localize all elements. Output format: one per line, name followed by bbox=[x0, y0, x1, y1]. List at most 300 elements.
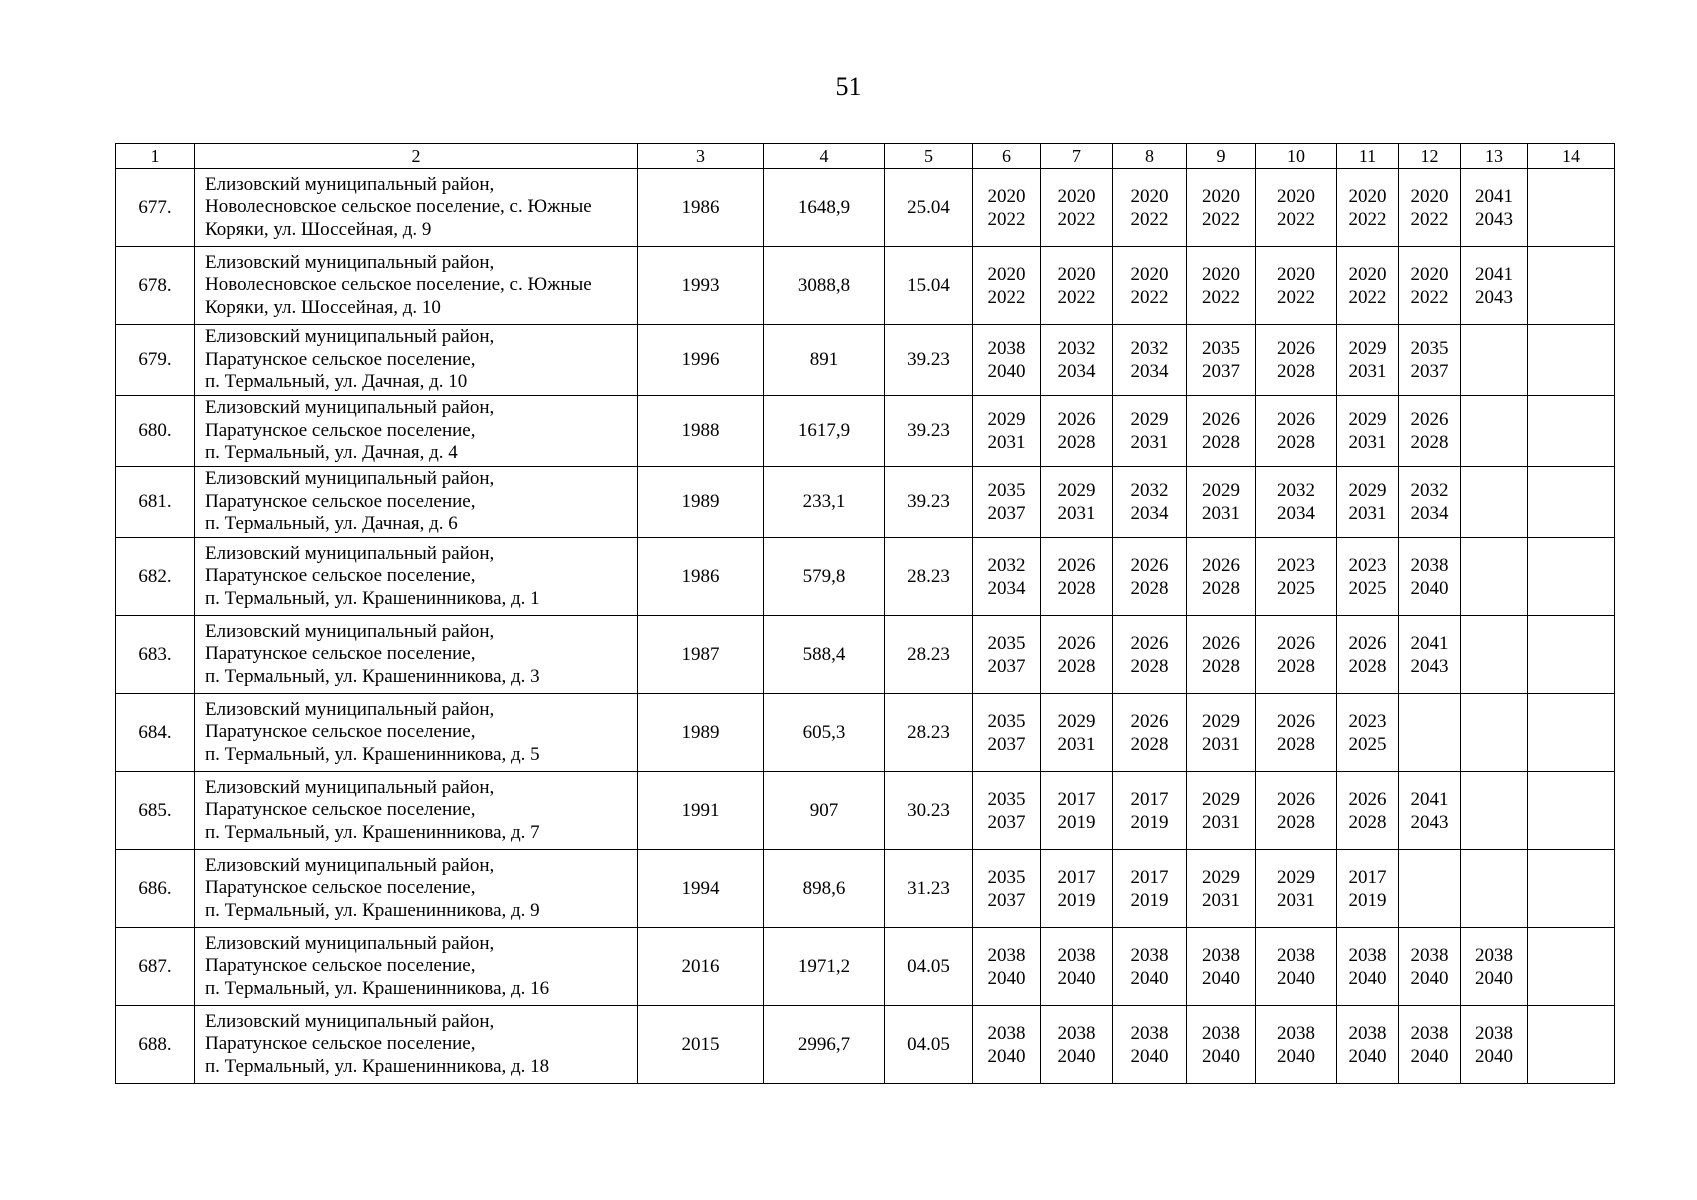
period-start-year: 2026 bbox=[1130, 632, 1169, 654]
period-cell bbox=[1528, 616, 1615, 694]
period-end-year: 2025 bbox=[1277, 577, 1315, 599]
period-end-year: 2022 bbox=[1202, 286, 1240, 308]
period-end-year: 2028 bbox=[1057, 655, 1096, 677]
period-end-year: 2040 bbox=[1202, 1045, 1240, 1067]
period-start-year: 2038 bbox=[1277, 944, 1315, 966]
period-cell bbox=[1528, 1006, 1615, 1084]
address-line: Паратунское сельское поселение, bbox=[205, 799, 476, 821]
address-line: п. Термальный, ул. Крашенинникова, д. 5 bbox=[205, 743, 540, 765]
column-header: 2 bbox=[195, 144, 638, 169]
period-cell bbox=[1256, 772, 1337, 850]
period-cell bbox=[973, 616, 1041, 694]
year-built-cell: 1988 bbox=[638, 396, 764, 467]
table-row bbox=[116, 616, 1615, 694]
period-start-year: 2020 bbox=[987, 263, 1026, 285]
period-start-year: 2026 bbox=[1202, 632, 1240, 654]
column-header: 14 bbox=[1528, 144, 1615, 169]
period-start-year: 2017 bbox=[1057, 866, 1096, 888]
period-cell bbox=[1113, 850, 1187, 928]
area-cell: 1971,2 bbox=[764, 928, 885, 1006]
address-line: Паратунское сельское поселение, bbox=[205, 955, 476, 977]
address-line: Елизовский муниципальный район, bbox=[205, 854, 495, 876]
period-start-year: 2038 bbox=[1410, 944, 1449, 966]
period-start-year: 2020 bbox=[1277, 185, 1315, 207]
period-cell bbox=[1337, 538, 1399, 616]
period-cell bbox=[1399, 467, 1461, 538]
period-cell bbox=[1256, 169, 1337, 247]
period-start-year: 2041 bbox=[1410, 788, 1449, 810]
area-cell: 588,4 bbox=[764, 616, 885, 694]
column-header: 13 bbox=[1461, 144, 1528, 169]
period-cell bbox=[1399, 850, 1461, 928]
period-start-year: 2038 bbox=[1410, 554, 1449, 576]
address-line: Паратунское сельское поселение, bbox=[205, 721, 476, 743]
address-cell bbox=[195, 325, 638, 396]
period-cell bbox=[973, 467, 1041, 538]
period-end-year: 2031 bbox=[1348, 503, 1387, 524]
address-line: Новолесновское сельское поселение, с. Южные bbox=[205, 196, 592, 218]
period-end-year: 2037 bbox=[987, 889, 1026, 911]
year-built-cell: 1986 bbox=[638, 538, 764, 616]
period-cell bbox=[973, 169, 1041, 247]
period-cell bbox=[1041, 772, 1113, 850]
area-cell: 907 bbox=[764, 772, 885, 850]
address-cell bbox=[195, 928, 638, 1006]
row-number-cell: 681. bbox=[116, 467, 195, 538]
period-cell bbox=[1399, 928, 1461, 1006]
period-start-year: 2032 bbox=[1130, 480, 1169, 501]
period-cell bbox=[1113, 538, 1187, 616]
period-end-year: 2022 bbox=[1277, 208, 1315, 230]
period-end-year: 2028 bbox=[1202, 577, 1240, 599]
period-start-year: 2038 bbox=[1348, 944, 1387, 966]
period-end-year: 2043 bbox=[1475, 208, 1513, 230]
period-start-year: 2020 bbox=[1348, 263, 1387, 285]
area-cell: 898,6 bbox=[764, 850, 885, 928]
period-end-year: 2028 bbox=[1202, 432, 1240, 453]
period-start-year: 2029 bbox=[1202, 866, 1240, 888]
period-start-year: 2026 bbox=[1277, 632, 1315, 654]
period-start-year: 2023 bbox=[1277, 554, 1315, 576]
period-end-year: 2031 bbox=[1202, 811, 1240, 833]
table-row bbox=[116, 325, 1615, 396]
period-cell bbox=[1399, 538, 1461, 616]
period-cell bbox=[1528, 538, 1615, 616]
area-cell: 233,1 bbox=[764, 467, 885, 538]
period-cell bbox=[1113, 694, 1187, 772]
table-row bbox=[116, 247, 1615, 325]
period-start-year: 2035 bbox=[1410, 338, 1449, 359]
period-cell bbox=[1337, 396, 1399, 467]
period-end-year: 2031 bbox=[1348, 432, 1387, 453]
period-start-year: 2038 bbox=[1202, 1022, 1240, 1044]
period-cell bbox=[1187, 325, 1256, 396]
address-line: Елизовский муниципальный район, bbox=[205, 397, 495, 419]
column-header: 12 bbox=[1399, 144, 1461, 169]
period-end-year: 2040 bbox=[987, 967, 1026, 989]
period-end-year: 2040 bbox=[1277, 1045, 1315, 1067]
period-end-year: 2034 bbox=[1130, 361, 1169, 382]
period-cell bbox=[1256, 538, 1337, 616]
period-start-year: 2020 bbox=[987, 185, 1026, 207]
period-cell bbox=[1399, 616, 1461, 694]
period-cell bbox=[1399, 396, 1461, 467]
address-line: Паратунское сельское поселение, bbox=[205, 877, 476, 899]
address-line: Паратунское сельское поселение, bbox=[205, 643, 476, 665]
period-end-year: 2037 bbox=[987, 503, 1026, 524]
period-cell bbox=[1187, 467, 1256, 538]
period-cell bbox=[1461, 247, 1528, 325]
period-cell bbox=[1256, 928, 1337, 1006]
period-end-year: 2040 bbox=[1410, 967, 1449, 989]
period-start-year: 2038 bbox=[1475, 1022, 1513, 1044]
period-end-year: 2040 bbox=[1348, 1045, 1387, 1067]
period-end-year: 2040 bbox=[1057, 1045, 1096, 1067]
period-cell bbox=[1399, 772, 1461, 850]
column-header: 6 bbox=[973, 144, 1041, 169]
period-cell bbox=[1113, 396, 1187, 467]
period-cell bbox=[1337, 772, 1399, 850]
period-start-year: 2038 bbox=[987, 944, 1026, 966]
address-line: Елизовский муниципальный район, bbox=[205, 468, 495, 490]
period-end-year: 2022 bbox=[987, 208, 1026, 230]
period-end-year: 2019 bbox=[1057, 811, 1096, 833]
period-cell bbox=[1461, 325, 1528, 396]
area-cell: 1617,9 bbox=[764, 396, 885, 467]
period-start-year: 2038 bbox=[1057, 944, 1096, 966]
period-end-year: 2028 bbox=[1277, 432, 1315, 453]
address-line: Паратунское сельское поселение, bbox=[205, 1033, 476, 1055]
year-built-cell: 2015 bbox=[638, 1006, 764, 1084]
period-start-year: 2023 bbox=[1348, 710, 1387, 732]
period-cell bbox=[1461, 694, 1528, 772]
period-end-year: 2028 bbox=[1348, 811, 1387, 833]
table-row bbox=[116, 928, 1615, 1006]
period-cell bbox=[1256, 396, 1337, 467]
period-end-year: 2040 bbox=[1130, 967, 1169, 989]
period-cell bbox=[1187, 772, 1256, 850]
period-cell bbox=[1041, 169, 1113, 247]
address-line: Паратунское сельское поселение, bbox=[205, 419, 476, 441]
period-start-year: 2038 bbox=[1410, 1022, 1449, 1044]
period-cell bbox=[1187, 616, 1256, 694]
period-cell bbox=[1113, 928, 1187, 1006]
period-cell bbox=[973, 850, 1041, 928]
period-cell bbox=[1256, 247, 1337, 325]
period-start-year: 2026 bbox=[1057, 554, 1096, 576]
period-cell bbox=[1256, 325, 1337, 396]
period-cell bbox=[1399, 1006, 1461, 1084]
address-line: п. Термальный, ул. Дачная, д. 6 bbox=[205, 513, 458, 535]
year-built-cell: 1989 bbox=[638, 467, 764, 538]
period-cell bbox=[1041, 247, 1113, 325]
period-start-year: 2020 bbox=[1410, 185, 1449, 207]
period-end-year: 2031 bbox=[1202, 733, 1240, 755]
column-header: 5 bbox=[885, 144, 973, 169]
address-cell bbox=[195, 616, 638, 694]
address-line: п. Термальный, ул. Дачная, д. 10 bbox=[205, 371, 468, 393]
table-body bbox=[116, 169, 1615, 1084]
code-cell: 04.05 bbox=[885, 928, 973, 1006]
code-cell: 39.23 bbox=[885, 467, 973, 538]
period-start-year: 2017 bbox=[1348, 866, 1387, 888]
period-cell bbox=[973, 1006, 1041, 1084]
period-start-year: 2038 bbox=[1348, 1022, 1387, 1044]
address-line: Елизовский муниципальный район, bbox=[205, 326, 495, 348]
period-end-year: 2019 bbox=[1057, 889, 1096, 911]
period-start-year: 2029 bbox=[1202, 788, 1240, 810]
area-cell: 579,8 bbox=[764, 538, 885, 616]
period-start-year: 2026 bbox=[1277, 788, 1315, 810]
column-header: 11 bbox=[1337, 144, 1399, 169]
period-start-year: 2029 bbox=[1202, 710, 1240, 732]
period-end-year: 2040 bbox=[987, 1045, 1026, 1067]
period-start-year: 2017 bbox=[1130, 788, 1169, 810]
row-number-cell: 683. bbox=[116, 616, 195, 694]
period-start-year: 2029 bbox=[1277, 866, 1315, 888]
period-start-year: 2029 bbox=[1202, 480, 1240, 501]
period-end-year: 2040 bbox=[987, 361, 1026, 382]
period-start-year: 2020 bbox=[1277, 263, 1315, 285]
period-cell bbox=[1256, 1006, 1337, 1084]
period-cell bbox=[1399, 325, 1461, 396]
period-start-year: 2038 bbox=[987, 1022, 1026, 1044]
year-built-cell: 1989 bbox=[638, 694, 764, 772]
period-cell bbox=[1256, 467, 1337, 538]
period-start-year: 2029 bbox=[1348, 480, 1387, 501]
period-end-year: 2022 bbox=[1410, 208, 1449, 230]
code-cell: 39.23 bbox=[885, 325, 973, 396]
period-cell bbox=[1528, 928, 1615, 1006]
period-end-year: 2034 bbox=[1410, 503, 1449, 524]
area-cell: 605,3 bbox=[764, 694, 885, 772]
period-start-year: 2017 bbox=[1130, 866, 1169, 888]
period-end-year: 2040 bbox=[1410, 577, 1449, 599]
period-cell bbox=[1041, 467, 1113, 538]
period-start-year: 2038 bbox=[1130, 1022, 1169, 1044]
period-end-year: 2019 bbox=[1130, 889, 1169, 911]
period-start-year: 2035 bbox=[987, 632, 1026, 654]
period-cell bbox=[1337, 1006, 1399, 1084]
period-start-year: 2038 bbox=[1057, 1022, 1096, 1044]
period-start-year: 2020 bbox=[1202, 185, 1240, 207]
period-start-year: 2038 bbox=[987, 338, 1026, 359]
header-row bbox=[116, 144, 1615, 169]
period-start-year: 2032 bbox=[1410, 480, 1449, 501]
period-end-year: 2022 bbox=[1130, 286, 1169, 308]
address-line: п. Термальный, ул. Крашенинникова, д. 18 bbox=[205, 1055, 550, 1077]
period-cell bbox=[1337, 928, 1399, 1006]
area-cell: 1648,9 bbox=[764, 169, 885, 247]
address-line: Паратунское сельское поселение, bbox=[205, 565, 476, 587]
address-cell bbox=[195, 850, 638, 928]
code-cell: 04.05 bbox=[885, 1006, 973, 1084]
address-cell bbox=[195, 1006, 638, 1084]
period-cell bbox=[1461, 616, 1528, 694]
period-start-year: 2026 bbox=[1277, 409, 1315, 430]
code-cell: 28.23 bbox=[885, 616, 973, 694]
row-number-cell: 677. bbox=[116, 169, 195, 247]
period-cell bbox=[1528, 247, 1615, 325]
column-header: 3 bbox=[638, 144, 764, 169]
period-cell bbox=[1399, 169, 1461, 247]
period-cell bbox=[1528, 850, 1615, 928]
period-start-year: 2032 bbox=[1057, 338, 1096, 359]
address-line: Елизовский муниципальный район, bbox=[205, 1010, 495, 1032]
period-cell bbox=[1187, 850, 1256, 928]
period-cell bbox=[1399, 694, 1461, 772]
table-row bbox=[116, 169, 1615, 247]
period-end-year: 2040 bbox=[1130, 1045, 1169, 1067]
period-start-year: 2017 bbox=[1057, 788, 1096, 810]
period-end-year: 2028 bbox=[1277, 811, 1315, 833]
period-end-year: 2031 bbox=[1348, 361, 1387, 382]
address-line: Елизовский муниципальный район, bbox=[205, 698, 495, 720]
period-cell bbox=[1187, 1006, 1256, 1084]
year-built-cell: 1994 bbox=[638, 850, 764, 928]
table-row bbox=[116, 467, 1615, 538]
year-built-cell: 1993 bbox=[638, 247, 764, 325]
row-number-cell: 678. bbox=[116, 247, 195, 325]
period-cell bbox=[1113, 616, 1187, 694]
period-end-year: 2040 bbox=[1277, 967, 1315, 989]
period-cell bbox=[1041, 325, 1113, 396]
address-line: Елизовский муниципальный район, bbox=[205, 776, 495, 798]
period-start-year: 2020 bbox=[1057, 263, 1096, 285]
period-end-year: 2022 bbox=[1348, 208, 1387, 230]
row-number-cell: 684. bbox=[116, 694, 195, 772]
period-end-year: 2019 bbox=[1348, 889, 1387, 911]
period-end-year: 2034 bbox=[1130, 503, 1169, 524]
period-cell bbox=[1256, 616, 1337, 694]
table-row bbox=[116, 1006, 1615, 1084]
period-cell bbox=[1528, 169, 1615, 247]
address-line: п. Термальный, ул. Крашенинникова, д. 3 bbox=[205, 665, 540, 687]
period-cell bbox=[1041, 928, 1113, 1006]
address-line: п. Термальный, ул. Крашенинникова, д. 16 bbox=[205, 977, 550, 999]
address-cell bbox=[195, 694, 638, 772]
period-end-year: 2040 bbox=[1202, 967, 1240, 989]
period-end-year: 2022 bbox=[1202, 208, 1240, 230]
area-cell: 891 bbox=[764, 325, 885, 396]
period-end-year: 2043 bbox=[1410, 811, 1449, 833]
period-start-year: 2020 bbox=[1348, 185, 1387, 207]
page-number: 51 bbox=[835, 72, 862, 101]
period-end-year: 2040 bbox=[1475, 967, 1513, 989]
period-end-year: 2040 bbox=[1348, 967, 1387, 989]
period-start-year: 2026 bbox=[1130, 554, 1169, 576]
period-start-year: 2032 bbox=[1277, 480, 1315, 501]
period-end-year: 2037 bbox=[987, 733, 1026, 755]
period-cell bbox=[1461, 850, 1528, 928]
period-end-year: 2028 bbox=[1130, 733, 1169, 755]
period-end-year: 2028 bbox=[1130, 655, 1169, 677]
address-line: Паратунское сельское поселение, bbox=[205, 348, 476, 370]
period-cell bbox=[1399, 247, 1461, 325]
address-line: Елизовский муниципальный район, bbox=[205, 251, 495, 273]
period-start-year: 2029 bbox=[1130, 409, 1169, 430]
address-line: Елизовский муниципальный район, bbox=[205, 932, 495, 954]
period-start-year: 2026 bbox=[1348, 788, 1387, 810]
row-number-cell: 682. bbox=[116, 538, 195, 616]
column-header: 1 bbox=[116, 144, 195, 169]
period-cell bbox=[1041, 1006, 1113, 1084]
period-start-year: 2032 bbox=[987, 554, 1026, 576]
period-cell bbox=[1187, 396, 1256, 467]
period-start-year: 2029 bbox=[1348, 338, 1387, 359]
period-end-year: 2022 bbox=[1277, 286, 1315, 308]
period-start-year: 2041 bbox=[1475, 263, 1513, 285]
table-row bbox=[116, 772, 1615, 850]
period-start-year: 2026 bbox=[1202, 409, 1240, 430]
period-start-year: 2026 bbox=[1277, 710, 1315, 732]
period-cell bbox=[973, 772, 1041, 850]
address-line: Паратунское сельское поселение, bbox=[205, 490, 476, 512]
column-header: 10 bbox=[1256, 144, 1337, 169]
period-cell bbox=[1113, 325, 1187, 396]
code-cell: 28.23 bbox=[885, 538, 973, 616]
period-end-year: 2031 bbox=[1057, 503, 1096, 524]
period-end-year: 2040 bbox=[1057, 967, 1096, 989]
period-end-year: 2037 bbox=[1202, 361, 1240, 382]
row-number-cell: 686. bbox=[116, 850, 195, 928]
period-end-year: 2028 bbox=[1277, 361, 1315, 382]
period-cell bbox=[1528, 772, 1615, 850]
period-cell bbox=[1337, 247, 1399, 325]
table-row bbox=[116, 538, 1615, 616]
period-cell bbox=[1187, 247, 1256, 325]
period-end-year: 2028 bbox=[1057, 577, 1096, 599]
period-cell bbox=[1256, 694, 1337, 772]
period-start-year: 2026 bbox=[1057, 632, 1096, 654]
period-cell bbox=[1187, 538, 1256, 616]
period-end-year: 2028 bbox=[1277, 733, 1315, 755]
period-cell bbox=[1187, 169, 1256, 247]
address-line: п. Термальный, ул. Крашенинникова, д. 9 bbox=[205, 899, 540, 921]
address-cell bbox=[195, 247, 638, 325]
period-cell bbox=[1113, 169, 1187, 247]
period-start-year: 2026 bbox=[1057, 409, 1096, 430]
address-line: Елизовский муниципальный район, bbox=[205, 542, 495, 564]
period-cell bbox=[1041, 694, 1113, 772]
period-end-year: 2043 bbox=[1410, 655, 1449, 677]
period-cell bbox=[973, 694, 1041, 772]
period-cell bbox=[1113, 247, 1187, 325]
period-start-year: 2026 bbox=[1348, 632, 1387, 654]
period-cell bbox=[1528, 396, 1615, 467]
period-end-year: 2025 bbox=[1348, 733, 1387, 755]
period-end-year: 2022 bbox=[1130, 208, 1169, 230]
period-cell bbox=[1337, 694, 1399, 772]
period-start-year: 2035 bbox=[987, 480, 1026, 501]
code-cell: 39.23 bbox=[885, 396, 973, 467]
address-cell bbox=[195, 169, 638, 247]
period-start-year: 2020 bbox=[1410, 263, 1449, 285]
year-built-cell: 1987 bbox=[638, 616, 764, 694]
area-cell: 2996,7 bbox=[764, 1006, 885, 1084]
period-end-year: 2022 bbox=[987, 286, 1026, 308]
period-end-year: 2025 bbox=[1348, 577, 1387, 599]
year-built-cell: 2016 bbox=[638, 928, 764, 1006]
period-start-year: 2035 bbox=[987, 710, 1026, 732]
period-end-year: 2028 bbox=[1277, 655, 1315, 677]
address-line: Елизовский муниципальный район, bbox=[205, 620, 495, 642]
period-end-year: 2022 bbox=[1410, 286, 1449, 308]
table-row bbox=[116, 694, 1615, 772]
period-start-year: 2020 bbox=[1202, 263, 1240, 285]
period-end-year: 2028 bbox=[1202, 655, 1240, 677]
period-end-year: 2037 bbox=[987, 655, 1026, 677]
